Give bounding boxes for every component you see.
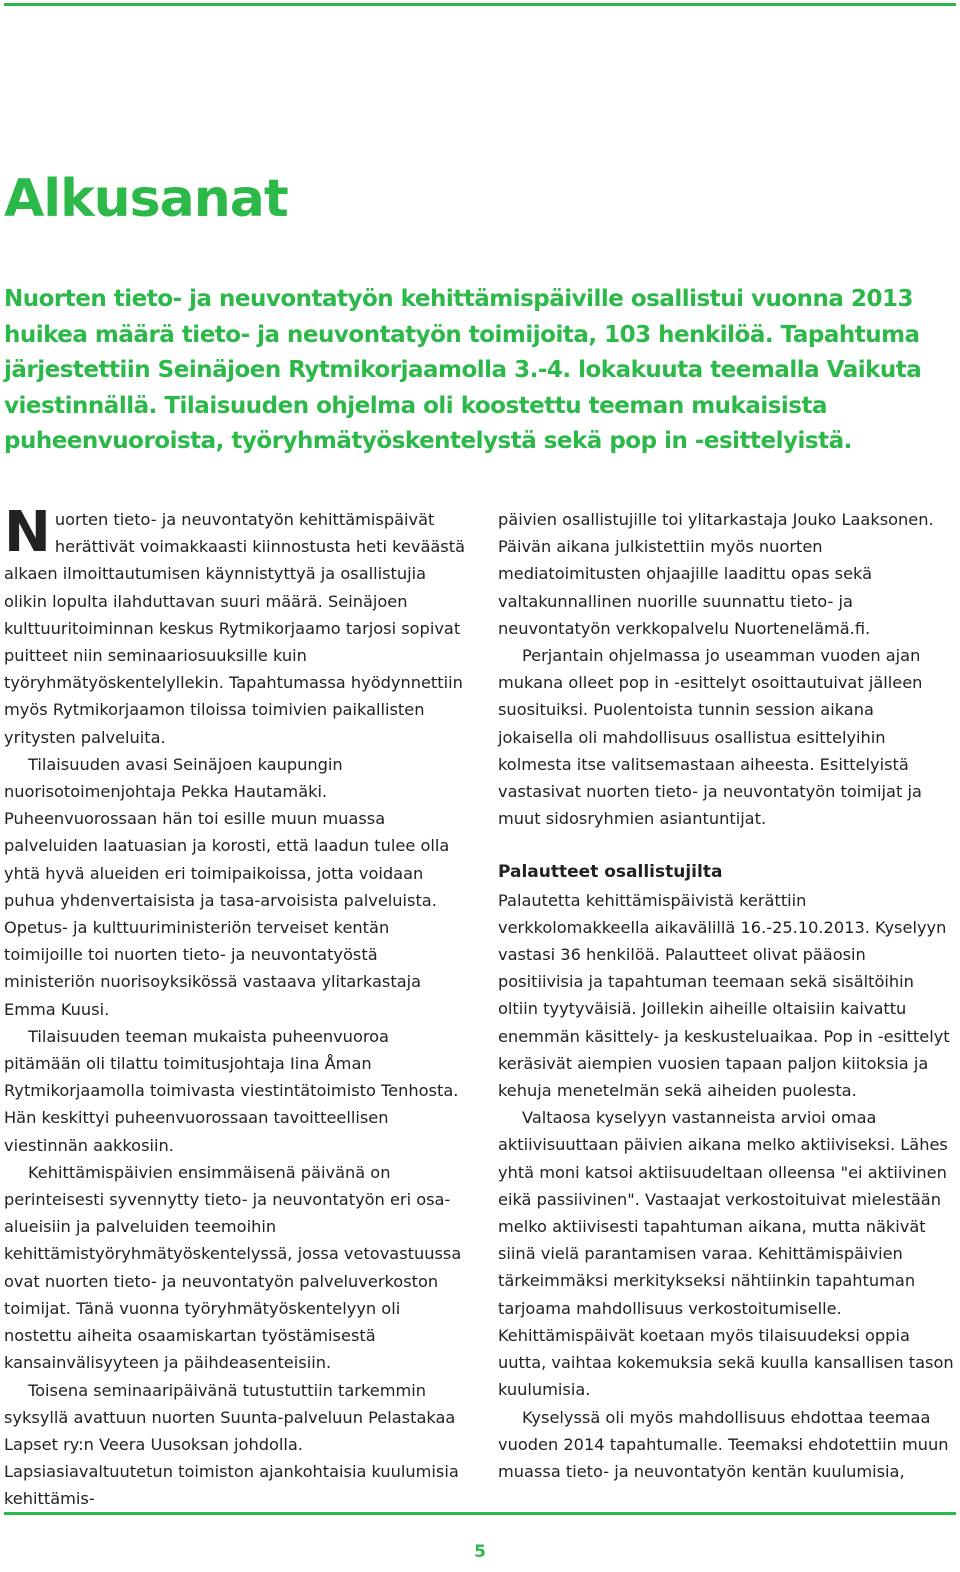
body-paragraph: Tilaisuuden teeman mukaista puheenvuoroa pitämään oli tilattu toimitusjohtaja Iina Åman Rytmikorjaamolla toimivasta viestintätoimisto Tenhosta. Hän keskittyi puheenvuorossaan tavoitteellisen viestinnän aakkosiin. bbox=[4, 1026, 459, 1155]
lead-paragraph: Nuorten tieto- ja neuvontatyön kehittämispäiville osallistui vuonna 2013 huikea määrä tieto- ja neuvontatyön toimijoita, 103 henkilöä. Tapahtuma järjestettiin Seinäjoen Rytmikorjaamolla 3.-4. lokakuuta teemalla Vaikuta viestinnällä. Tilaisuuden ohjelma oli koostettu teeman mukaisista puheenvuoroista, työryhmätyöskentelystä sekä pop in -esittelyistä. bbox=[4, 286, 922, 454]
bottom-rule bbox=[4, 1512, 956, 1515]
page-number: 5 bbox=[474, 1542, 486, 1562]
left-column bbox=[4, 500, 466, 1513]
body-paragraph: Perjantain ohjelmassa jo useamman vuoden ajan mukana olleet pop in -esittelyt osoittautuivat jälleen suosituiksi. Puolentoista tunnin session aikana jokaisella oli mahdollisuus osallistua esittelyihin kolmesta itse valitsemastaan aiheesta. Esittelyistä vastasivat nuorten tieto- ja neuvontatyön toimijat ja muut sidosryhmien asiantuntijat. bbox=[498, 646, 923, 829]
body-paragraph: Tilaisuuden avasi Seinäjoen kaupungin nuorisotoimenjohtaja Pekka Hautamäki. Puheenvuorossaan hän toi esille muun muassa palveluiden laatuasian ja korosti, että laadun tulee olla yhtä hyvä alueiden eri toimipaikoissa, jotta voidaan puhua yhdenvertaisista ja tasa-arvoisista palveluista. Opetus- ja kulttuuriministeriön terveiset kentän toimijoille toi nuorten tieto- ja neuvontatyöstä ministeriön nuorisoyksikössä vastaava ylitarkastaja Emma Kuusi. bbox=[4, 754, 450, 1019]
top-rule bbox=[4, 3, 956, 6]
page-title: Alkusanat bbox=[4, 169, 288, 229]
body-paragraph: Toisena seminaaripäivänä tutustuttiin tarkemmin syksyllä avattuun nuorten Suunta-palveluun Pelastakaa Lapset ry:n Veera Uusoksan johdolla. Lapsiasiavaltuutetun toimiston ajankohtaisia kuulumisia kehittämis- bbox=[4, 1380, 459, 1509]
paragraph-text: uorten tieto- ja neuvontatyön kehittämispäivät herättivät voimakkaasti kiinnostusta heti keväästä alkaen ilmoittautumisen käynnistyttyä ja osallistujia olikin lopulta ilahduttavan suuri määrä. Seinäjoen kulttuuritoiminnan keskus Rytmikorjaamo tarjosi sopivat puitteet niin seminaariosuuksille kuin työryhmätyöskentelyllekin. Tapahtumassa hyödynnettiin myös Rytmikorjaamon tiloissa toimivien paikallisten yritysten palveluita. bbox=[4, 510, 466, 747]
body-paragraph bbox=[4, 500, 466, 751]
body-paragraph: päivien osallistujille toi ylitarkastaja Jouko Laaksonen. Päivän aikana julkistettiin myös nuorten mediatoimitusten ohjaajille laadittu opas sekä valtakunnallinen nuorille suunnattu tieto- ja neuvontatyön verkkopalvelu Nuortenelämä.fi. bbox=[498, 510, 934, 638]
body-paragraph: Kyselyssä oli myös mahdollisuus ehdottaa teemaa vuoden 2014 tapahtumalle. Teemaksi ehdotettiin muun muassa tieto- ja neuvontatyön kentän kuulumisia, bbox=[498, 1407, 949, 1481]
body-paragraph: Kehittämispäivien ensimmäisenä päivänä on perinteisesti syvennytty tieto- ja neuvontatyön eri osa-alueisiin ja palveluiden teemoihin kehittämistyöryhmätyöskentelyssä, jossa vetovastuussa ovat nuorten tieto- ja neuvontatyön palveluverkoston toimijat. Tänä vuonna työryhmätyöskentelyyn oli nostettu aiheita osaamiskartan työstämisestä kansainvälisyyteen ja päihdeasenteisiin. bbox=[4, 1162, 462, 1373]
body-paragraph: Valtaosa kyselyyn vastanneista arvioi omaa aktiivisuuttaan päivien aikana melko aktiiviseksi. Lähes yhtä moni katsoi aktiisuudeltaan olleensa "ei aktiivinen eikä passiivinen". Vastaajat verkostoituivat mielestään melko aktiivisesti tapahtuman aikana, mutta näkivät siinä vielä parantamisen varaa. Kehittämispäivien tärkeimmäksi merkitykseksi nähtiinkin tapahtuman tarjoama mahdollisuus verkostoitumiselle. Kehittämispäivät koetaan myös tilaisuudeksi oppia uutta, vaihtaa kokemuksia sekä kuulla kansallisen tason kuulumisia. bbox=[498, 1108, 954, 1400]
right-column bbox=[498, 506, 954, 1485]
drop-cap: N bbox=[4, 500, 51, 565]
section-heading: Palautteet osallistujilta bbox=[498, 862, 723, 883]
body-paragraph: Palautetta kehittämispäivistä kerättiin verkkolomakkeella aikavälillä 16.-25.10.2013. Kyselyyn vastasi 36 henkilöä. Palautteet olivat pääosin positiivisia ja tapahtuman teemaan sekä sisältöihin oltiin tyytyväisiä. Joillekin aiheille oltaisiin kaivattu enemmän käsittely- ja keskusteluaikaa. Pop in -esittelyt keräsivät aiempien vuosien tapaan paljon kiitoksia ja kehuja menetelmän sekä aiheiden puolesta. bbox=[498, 890, 950, 1101]
